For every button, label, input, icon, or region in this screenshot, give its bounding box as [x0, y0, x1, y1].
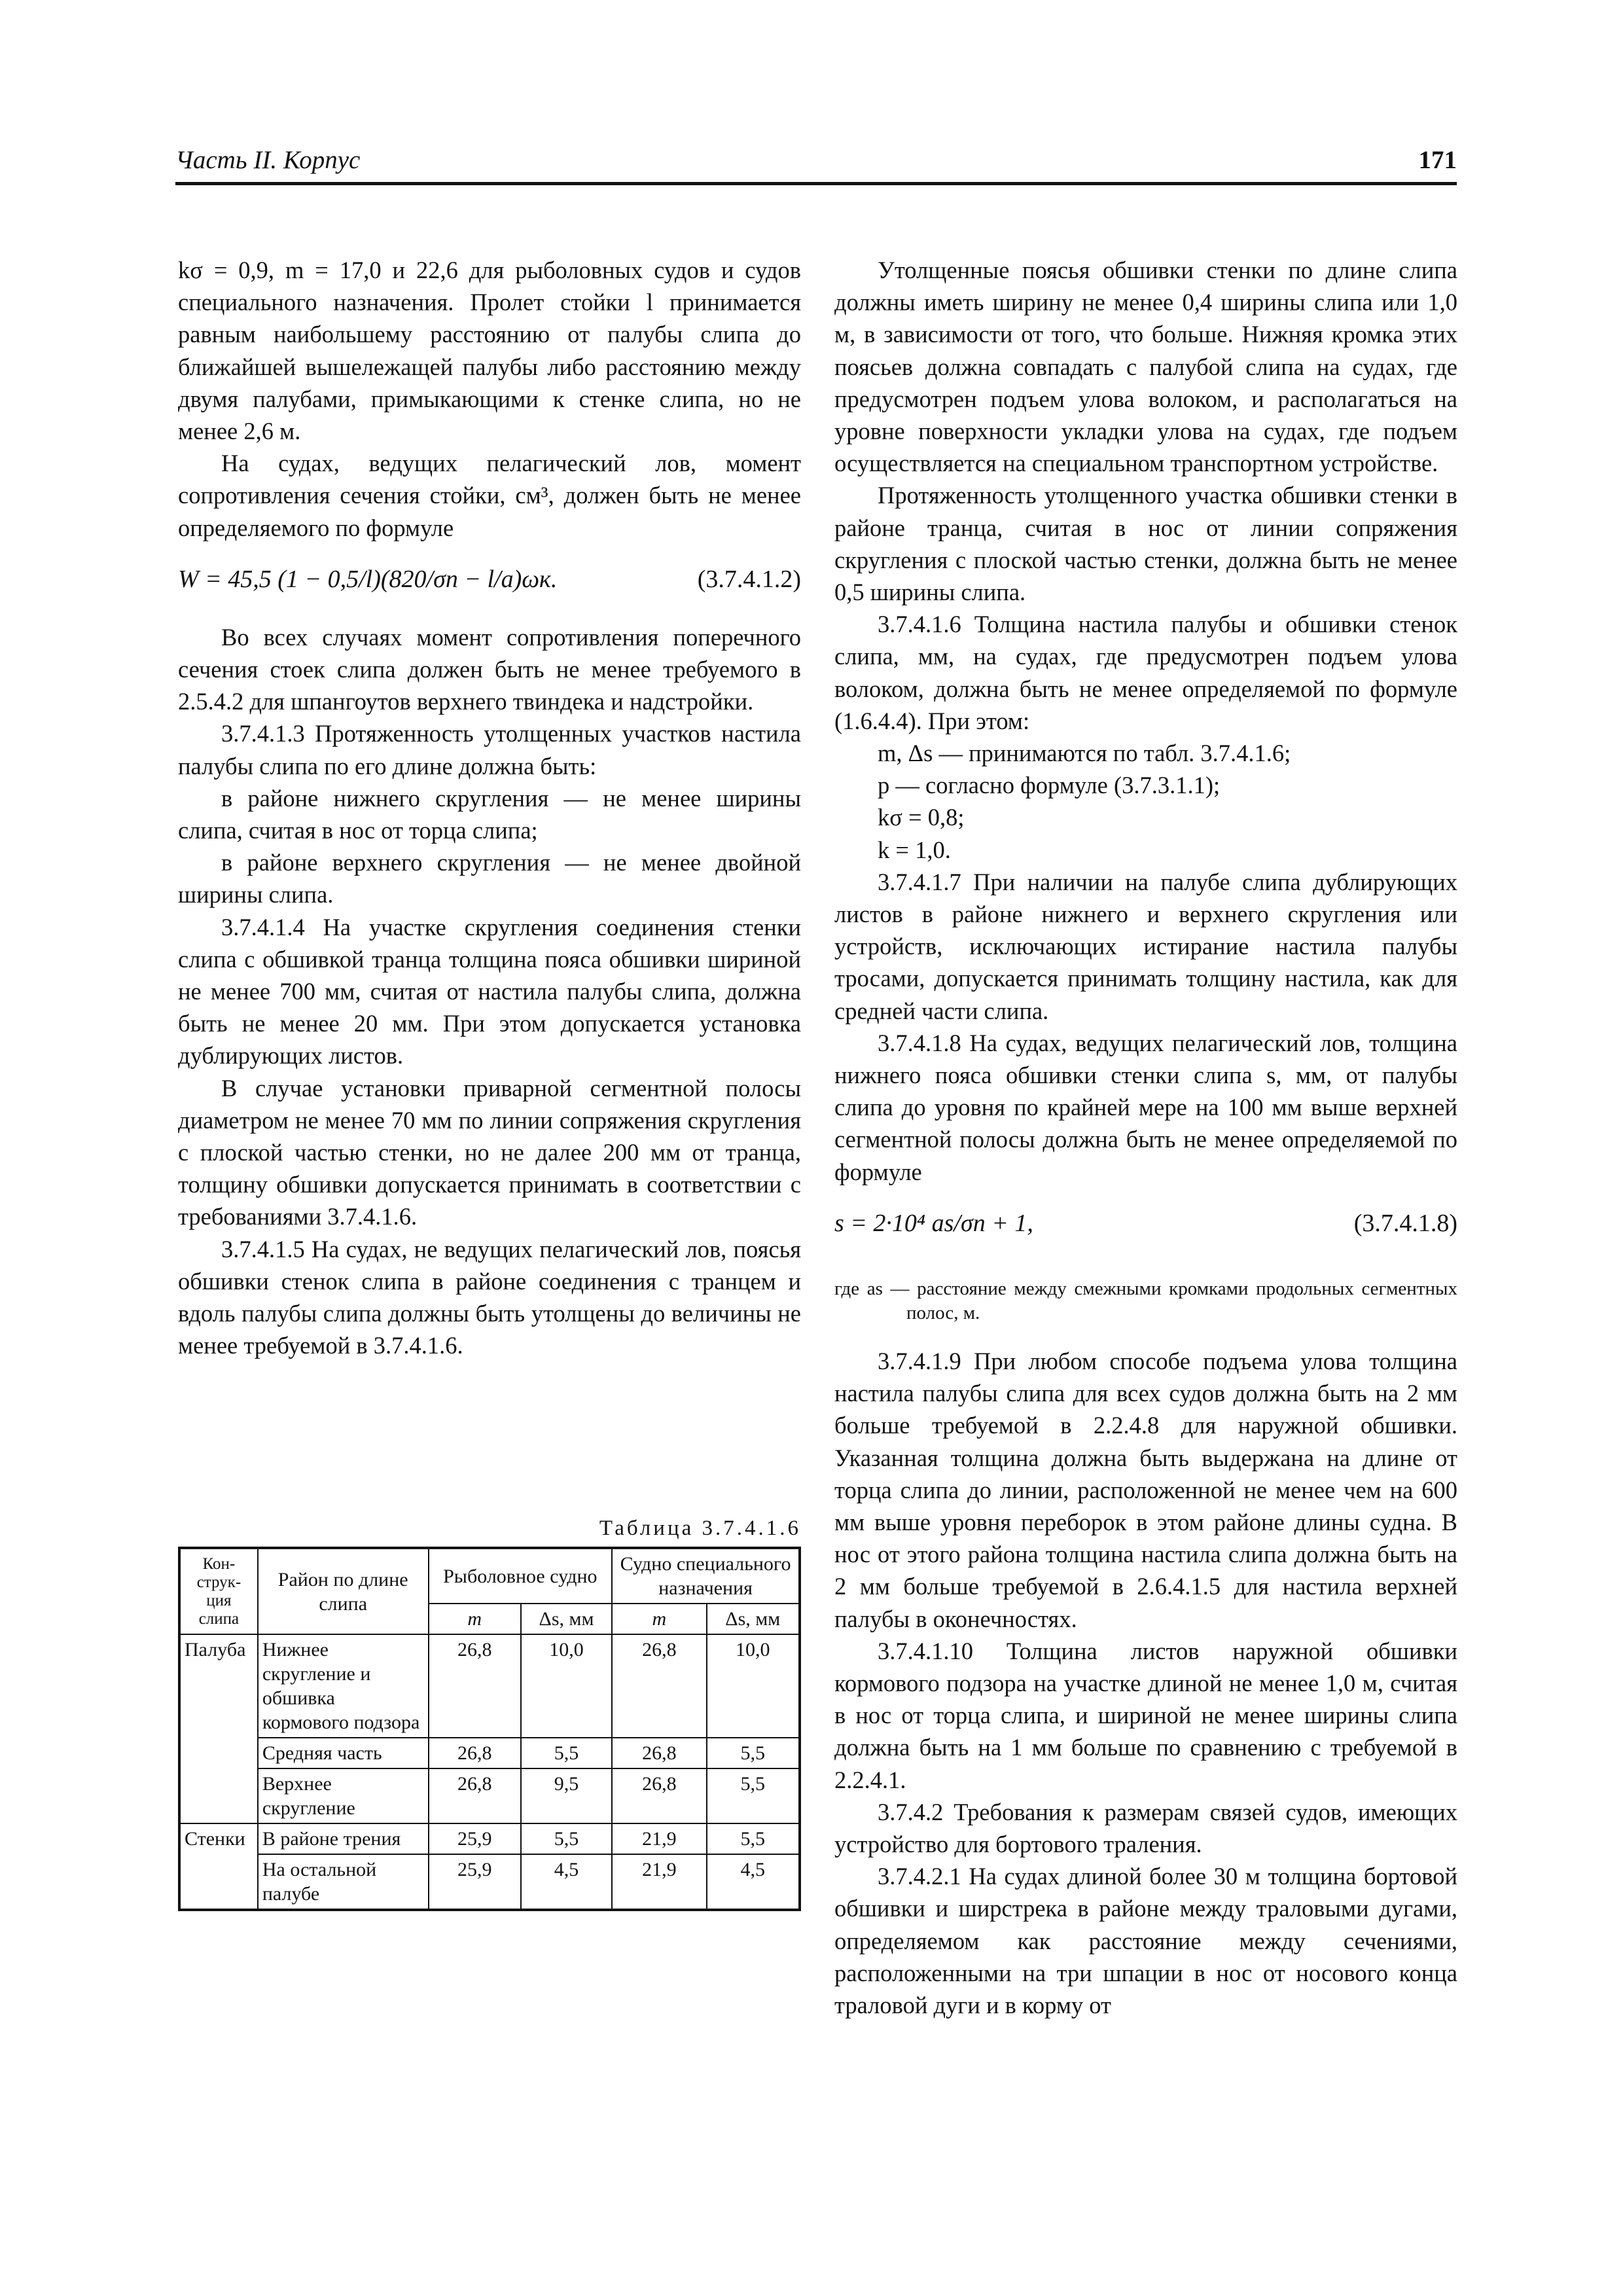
page-header — [175, 145, 1457, 185]
formula-3-7-4-1-2 — [178, 544, 801, 621]
table-row — [179, 1823, 800, 1854]
cell-value: 26,8 — [429, 1634, 521, 1738]
col-header-special: Судно специального назначения — [612, 1548, 800, 1604]
formula-number: (3.7.4.1.2) — [697, 565, 801, 593]
col-header-region: Район по длине слипа — [258, 1548, 429, 1634]
table-row — [179, 1854, 800, 1910]
col-header-ds: Δs, мм — [521, 1604, 612, 1634]
col-header-ds: Δs, мм — [707, 1604, 800, 1634]
cell-value: 5,5 — [707, 1823, 800, 1854]
page-number: 171 — [1418, 146, 1457, 174]
cell-value: 5,5 — [521, 1738, 612, 1768]
list-item: p — согласно формуле (3.7.3.1.1); — [878, 772, 1221, 799]
paragraph: В случае установки приварной сегментной полосы диаметром не менее 70 мм по линии сопряжения скругления с плоской частью стенки, но не далее 200 мм от транца, толщину обшивки допускается принимать в соответствии с требованиями 3.7.4.1.6. — [178, 1074, 801, 1230]
table-3-7-4-1-6 — [178, 1547, 801, 1911]
paragraph: 3.7.4.1.7 При наличии на палубе слипа дублирующих листов в районе нижнего и верхнего скругления или устройств, исключающих истирание настила палубы тросами, допускается принимать толщину настила, как для средней части слипа. — [834, 868, 1457, 1024]
right-column — [834, 254, 1457, 2021]
list-item: k = 1,0. — [878, 836, 951, 863]
cell-value: 4,5 — [521, 1854, 612, 1910]
cell-region: Нижнее скругление и обшивка кормового подзора — [258, 1634, 429, 1738]
cell-value: 5,5 — [521, 1823, 612, 1854]
col-header-construction: Кон-струк-ция слипа — [179, 1548, 258, 1634]
paragraph: 3.7.4.2.1 На судах длиной более 30 м толщина бортовой обшивки и ширстрека в районе между траловыми дугами, определяемом как расстояние между сечениями, расположенными на три шпации в нос от носового конца траловой дуги и в корму от — [834, 1863, 1457, 2018]
cell-value: 26,8 — [429, 1768, 521, 1823]
paragraph: 3.7.4.1.5 На судах, не ведущих пелагический лов, поясья обшивки стенок слипа в районе соединения с транцем и вдоль палубы слипа должны быть утолщены до величины не менее требуемой в 3.7.4.1.6. — [178, 1235, 801, 1359]
cell-value: 25,9 — [429, 1854, 521, 1910]
paragraph: в районе верхнего скругления — не менее двойной ширины слипа. — [178, 849, 801, 908]
paragraph: 3.7.4.1.6 Толщина настила палубы и обшивки стенок слипа, мм, на судах, где предусмотрен подъем улова волоком, должна быть не менее определяемой по формуле (1.6.4.4). При этом: — [834, 611, 1457, 734]
table-caption: Таблица 3.7.4.1.6 — [599, 1516, 801, 1540]
paragraph: 3.7.4.1.8 На судах, ведущих пелагический лов, толщина нижнего пояса обшивки стенки слипа s, мм, от палубы слипа до уровня по крайней мере на 100 мм выше верхней сегментной полосы должна быть не менее определяемой по формуле — [834, 1029, 1457, 1185]
cell-value: 26,8 — [429, 1738, 521, 1768]
col-header-m: m — [429, 1604, 521, 1634]
cell-region: На остальной палубе — [258, 1854, 429, 1910]
paragraph: в районе нижнего скругления — не менее ширины слипа, считая в нос от торца слипа; — [178, 784, 801, 844]
paragraph: Утолщенные поясья обшивки стенки по длине слипа должны иметь ширину не менее 0,4 ширины слипа или 1,0 м, в зависимости от того, что больше. Нижняя кромка этих поясьев должна совпадать с палубой слипа на судах, где предусмотрен подъем улова волоком, и располагаться на уровне поверхности укладки улова на судах, где подъем осуществляется на специальном транспортном устройстве. — [834, 257, 1457, 477]
cell-construction: Палуба — [179, 1634, 258, 1823]
cell-value: 26,8 — [612, 1738, 706, 1768]
table-row — [179, 1634, 800, 1738]
paragraph: 3.7.4.1.9 При любом способе подъема улова толщина настила палубы слипа для всех судов должна быть на 2 мм больше требуемой в 2.2.4.8 для наружной обшивки. Указанная толщина должна быть выдержана на длине от торца слипа до линии, расположенной не менее чем на 600 мм выше уровня переборок в этом районе длины судна. В нос от этого района толщина настила слипа должна быть на 2 мм больше требуемой в 2.6.4.1.5 для настила верхней палубы в оконечностях. — [834, 1347, 1457, 1632]
col-header-m: m — [612, 1604, 706, 1634]
paragraph: Во всех случаях момент сопротивления поперечного сечения стоек слипа должен быть не менее требуемого в 2.5.4.2 для шпангоутов верхнего твиндека и надстройки. — [178, 623, 801, 715]
part-title: Часть II. Корпус — [175, 146, 361, 174]
paragraph: 3.7.4.1.4 На участке скругления соединения стенки слипа с обшивкой транца толщина пояса обшивки шириной не менее 700 мм, считая от настила палубы слипа, должна быть не менее 20 мм. При этом допускается установка дублирующих листов. — [178, 913, 801, 1069]
cell-region: В районе трения — [258, 1823, 429, 1854]
cell-value: 26,8 — [612, 1634, 706, 1738]
cell-value: 10,0 — [707, 1634, 800, 1738]
cell-region: Верхнее скругление — [258, 1768, 429, 1823]
paragraph: kσ = 0,9, m = 17,0 и 22,6 для рыболовных судов и судов специального назначения. Пролет стойки l принимается равным наибольшему расстоянию от палубы слипа до ближайшей вышележащей палубы либо расстоянию между двумя палубами, примыкающими к стенке слипа, но не менее 2,6 м. — [178, 257, 801, 445]
paragraph: 3.7.4.2 Требования к размерам связей судов, имеющих устройство для бортового траления. — [834, 1798, 1457, 1857]
paragraph: 3.7.4.1.3 Протяженность утолщенных участков настила палубы слипа по его длине должна быть: — [178, 720, 801, 780]
formula-3-7-4-1-8 — [834, 1188, 1457, 1265]
cell-value: 25,9 — [429, 1823, 521, 1854]
paragraph: Протяженность утолщенного участка обшивки стенки в районе транца, считая в нос от линии сопряжения скругления с плоской частью стенки, должна быть не менее 0,5 ширины слипа. — [834, 482, 1457, 606]
table-row — [179, 1768, 800, 1823]
formula-note: где as — расстояние между смежными кромками продольных сегментных полос, м. — [834, 1278, 1457, 1323]
cell-construction: Стенки — [179, 1823, 258, 1910]
cell-value: 10,0 — [521, 1634, 612, 1738]
formula-expression: s = 2·10⁴ as/σn + 1, — [834, 1209, 1033, 1237]
col-header-fishing: Рыболовное судно — [429, 1548, 613, 1604]
formula-expression: W = 45,5 (1 − 0,5/l)(820/σn − l/a)ωк. — [178, 565, 558, 593]
cell-value: 5,5 — [707, 1738, 800, 1768]
table-row — [179, 1738, 800, 1768]
paragraph: На судах, ведущих пелагический лов, момент сопротивления сечения стойки, см³, должен быть не менее определяемого по формуле — [178, 450, 801, 541]
paragraph: 3.7.4.1.10 Толщина листов наружной обшивки кормового подзора на участке длиной не менее 1,0 м, считая в нос от торца слипа, и шириной не менее ширины слипа должна быть на 1 мм больше по сравнению с требуемой в 2.2.4.1. — [834, 1637, 1457, 1793]
cell-value: 21,9 — [612, 1823, 706, 1854]
cell-value: 5,5 — [707, 1768, 800, 1823]
cell-value: 4,5 — [707, 1854, 800, 1910]
cell-region: Средняя часть — [258, 1738, 429, 1768]
cell-value: 9,5 — [521, 1768, 612, 1823]
list-item: kσ = 0,8; — [878, 804, 965, 831]
cell-value: 21,9 — [612, 1854, 706, 1910]
left-column — [178, 254, 801, 1362]
formula-number: (3.7.4.1.8) — [1353, 1209, 1457, 1237]
list-item: m, Δs — принимаются по табл. 3.7.4.1.6; — [878, 740, 1291, 767]
cell-value: 26,8 — [612, 1768, 706, 1823]
